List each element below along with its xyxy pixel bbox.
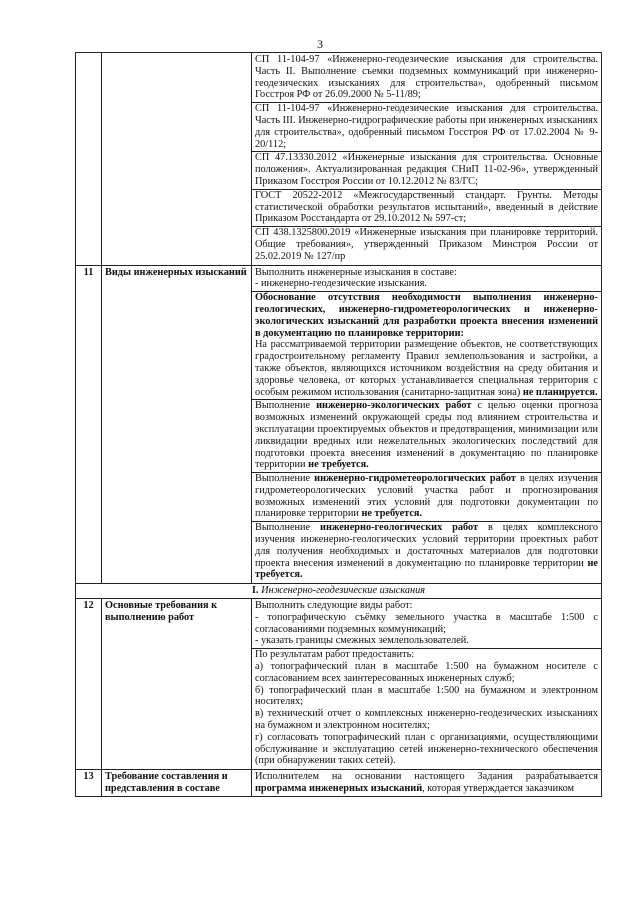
ecology-block — [252, 399, 601, 471]
row-content — [252, 770, 602, 797]
table-row-11 — [76, 265, 602, 584]
para4-lead: Выполнение — [255, 522, 311, 534]
para4-bold: инженерно-геологических работ — [320, 522, 479, 534]
row-number: 12 — [76, 599, 102, 770]
reference-item: СП 11-104-97 «Инженерно-геодезические изыскания для строительства. Часть III. Инженерно-гидрографические работы при инженерных изысканиях для строительства», одобренный письмом Госстроя РФ от 17.02.2004 № 9-20/112; — [252, 102, 601, 150]
section-header-row — [76, 584, 602, 599]
reference-item: СП 11-104-97 «Инженерно-геодезические изыскания для строительства. Часть II. Выполнение съемки подземных коммуникаций при инженерно-геодезических изысканиях для строительства», одобренный письмом Госстроя РФ от 26.09.2000 № 5-11/89; — [255, 54, 598, 101]
list-item: а) топографический план в масштабе 1:500 на бумажном носителе с согласованием всех заинтересованных инженерных служб; — [255, 661, 598, 684]
list-item: б) топографический план в масштабе 1:500 на бумажном и электронном носителях; — [255, 684, 598, 708]
row-content-cell — [252, 53, 602, 266]
row-content — [252, 265, 602, 584]
works-block — [255, 600, 598, 647]
para2-end: не требуется. — [308, 459, 369, 471]
row-content — [252, 599, 602, 770]
results-intro: По результатам работ предоставить: — [255, 649, 415, 661]
section-header — [76, 584, 602, 599]
results-block — [252, 648, 601, 767]
row-title: Основные требования к выполнению работ — [102, 599, 252, 770]
para3-end: не требуется. — [361, 508, 423, 520]
geology-block — [252, 521, 601, 581]
row13-lead: Исполнителем на основании настоящего Задания разрабатывается — [255, 771, 598, 783]
row-title: Виды инженерных изысканий — [102, 265, 252, 584]
para1-bold: не планируется. — [522, 386, 598, 398]
intro-item: - инженерно-геодезические изыскания. — [255, 278, 427, 290]
para2-text: с целью оценки прогноза возможных изменений окружающей среды под влиянием строительства и эксплуатации проектируемых объектов и предотвращения, минимизации или ликвидации вредных или нежелательных экологических последствий для подготовки проекта внесения изменений в документацию по планировке территории — [255, 400, 599, 471]
row13-end: , которая утверждается заказчиком — [422, 783, 575, 795]
para2-lead: Выполнение — [255, 400, 311, 412]
page-number: 3 — [317, 37, 323, 51]
specification-table — [75, 52, 602, 797]
intro-block — [255, 267, 598, 291]
table-row-continuation — [76, 53, 602, 266]
section-number: I. — [251, 585, 259, 597]
reference-item: ГОСТ 20522-2012 «Межгосударственный стандарт. Грунты. Методы статистической обработки результатов испытаний», введенный в действие Приказом Росстандарта от 29.10.2012 № 597-ст; — [252, 189, 601, 225]
list-item: в) технический отчет о комплексных инженерно-геодезических изысканиях на бумажном и электронном носителях; — [255, 708, 598, 732]
row-number: 13 — [76, 770, 102, 797]
list-item: г) согласовать топографический план с организациями, осуществляющими обслуживание и эксплуатацию сетей инженерно-технического обеспечения (при обнаружении таких сетей). — [255, 731, 598, 767]
works-intro: Выполнить следующие виды работ: — [255, 600, 413, 612]
table-row-12 — [76, 599, 602, 770]
para3-bold: инженерно-гидрометеорологических работ — [314, 473, 516, 485]
para4-end: не требуется. — [255, 557, 598, 581]
list-item: - указать границы смежных землепользователей. — [255, 635, 469, 647]
row-number-cell — [76, 53, 102, 266]
row-number: 11 — [76, 265, 102, 584]
section-title: Инженерно-геодезические изыскания — [261, 585, 426, 597]
intro-text: Выполнить инженерные изыскания в составе: — [255, 266, 457, 278]
reference-item: СП 438.1325800.2019 «Инженерные изыскания при планировке территорий. Общие требования», утвержденный Приказом Минстроя России от 25.02.2019 № 127/пр — [252, 226, 601, 262]
para4-text: в целях комплексного изучения инженерно-геологических условий территории проектных работ для получения необходимых и достаточных материалов для подготовки проекта внесения изменений в документацию по планировке территории — [255, 522, 598, 569]
para1-text: На рассматриваемой территории размещение объектов, не соответствующих градостроительному регламенту Правил землепользования и застройки, а также объектов, являющихся источником воздействия на среду обитания и здоровье человека, от которых устанавливается специальная территория с особым режимом использования (санитарно-защитная зона) — [255, 339, 598, 398]
list-item: - топографическую съёмку земельного участка в масштабе 1:500 с согласованиями подземных коммуникаций; — [255, 611, 598, 635]
para3-lead: Выполнение — [255, 473, 311, 485]
para3-text: в целях изучения гидрометеорологических условий участка работ и прогнозирования возможных изменений этих условий для подготовки документации по планировке территории — [255, 473, 598, 520]
hydromet-block — [252, 472, 601, 520]
row-title: Требование составления и представления в составе — [102, 770, 252, 797]
table-row-13 — [76, 770, 602, 797]
row-title-cell — [102, 53, 252, 266]
justification-title: Обоснование отсутствия необходимости выполнения инженерно-геологических, инженерно-гидрометеорологических и инженерно-экологических изысканий для разработки проекта внесения изменений в документацию по планировке территории: — [255, 292, 598, 339]
reference-item: СП 47.13330.2012 «Инженерные изыскания для строительства. Основные положения». Актуализированная редакция СНиП 11-02-96», утвержденный Приказом Госстроя России от 10.12.2012 № 83/ГС; — [252, 151, 601, 187]
justification-block — [252, 291, 601, 398]
row13-bold: программа инженерных изысканий — [255, 783, 423, 795]
para2-bold: инженерно-экологических работ — [316, 400, 472, 412]
